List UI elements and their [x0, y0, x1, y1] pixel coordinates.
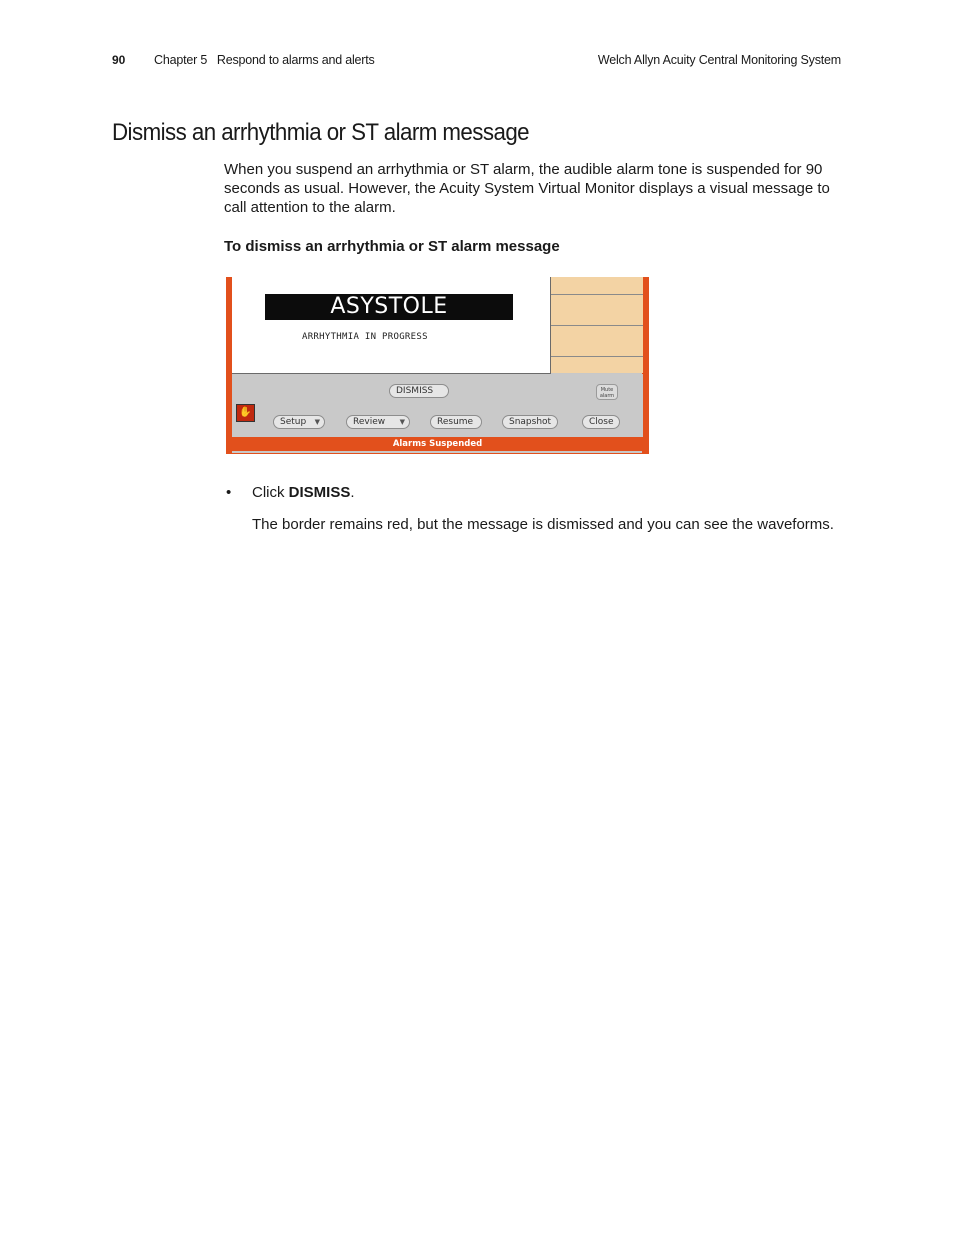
chapter-header: Chapter 5 Respond to alarms and alerts: [154, 53, 375, 67]
mute-alarm-label: Mute alarm: [599, 387, 615, 399]
procedure-heading: To dismiss an arrhythmia or ST alarm message: [224, 238, 560, 255]
alarm-message-panel: [232, 277, 551, 374]
parameter-cell: [551, 277, 643, 295]
review-button[interactable]: [346, 415, 410, 429]
control-bar: [232, 374, 643, 437]
parameter-cell: [551, 326, 643, 357]
page-number: 90: [112, 53, 126, 67]
monitor-window: [232, 277, 642, 453]
dropdown-arrow-icon: ▼: [399, 418, 405, 426]
intro-paragraph: When you suspend an arrhythmia or ST alarm, the audible alarm tone is suspended for 90 seconds as usual. However, the Acuity System Virtual Monitor displays a visual message to call attention to the alarm.: [224, 161, 830, 216]
product-header: Welch Allyn Acuity Central Monitoring System: [597, 53, 841, 67]
alarm-banner: ASYSTOLE: [265, 294, 513, 320]
step-suffix: .: [350, 484, 355, 501]
hand-icon: ✋: [236, 404, 255, 422]
dismiss-button[interactable]: [389, 384, 449, 398]
snapshot-button-label: Snapshot: [509, 417, 552, 427]
setup-button[interactable]: [273, 415, 325, 429]
close-button[interactable]: [582, 415, 620, 429]
resume-button[interactable]: [430, 415, 482, 429]
review-button-label: Review: [353, 417, 386, 427]
close-button-label: Close: [589, 417, 614, 427]
section-title: Dismiss an arrhythmia or ST alarm message: [112, 119, 530, 146]
virtual-monitor-screenshot: [226, 277, 649, 454]
step-target: DISMISS: [288, 484, 351, 501]
dismiss-button-label: DISMISS: [396, 386, 434, 396]
status-bar: Alarms Suspended: [232, 437, 643, 451]
step-prefix: Click: [252, 484, 289, 501]
parameter-cell: [551, 295, 643, 326]
setup-button-label: Setup: [280, 417, 307, 427]
bullet-marker: •: [226, 484, 232, 501]
alarm-subtext: ARRHYTHMIA IN PROGRESS: [302, 332, 428, 342]
resume-button-label: Resume: [437, 417, 474, 427]
snapshot-button[interactable]: [502, 415, 558, 429]
mute-alarm-button[interactable]: [596, 384, 618, 400]
dropdown-arrow-icon: ▼: [314, 418, 320, 426]
step-instruction: [252, 484, 355, 501]
parameter-panel: [551, 277, 643, 373]
step-result: The border remains red, but the message is dismissed and you can see the waveforms.: [252, 516, 834, 533]
